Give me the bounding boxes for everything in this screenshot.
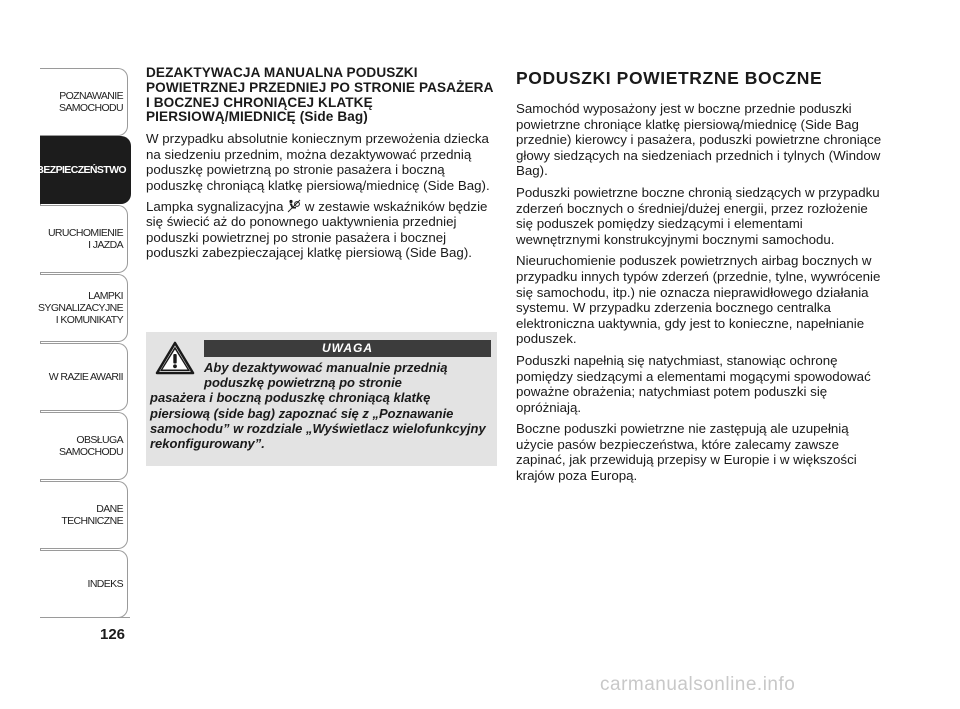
paragraph: Boczne poduszki powietrzne nie zastępują ale uzupełnią użycie pasów bezpieczeństwa, które zalecamy zawsze zapinać, jak przewidują przepisy w Europie i w większości krajów poza Europą. <box>516 421 857 484</box>
warning-box <box>146 332 497 466</box>
watermark: carmanualsonline.info <box>600 674 796 695</box>
paragraph: Poduszki napełnią się natychmiast, stanowiąc ochronę pomiędzy siedzącymi a elementami mogącymi spowodować poważne obrażenia; natychmiast potem poduszki się opróżniają. <box>516 352 871 415</box>
sidebar-item-obsluga[interactable]: OBSŁUGA SAMOCHODU <box>40 412 128 480</box>
paragraph-text: Lampka sygnalizacyjna <box>146 198 284 214</box>
left-column <box>146 66 496 266</box>
paragraph: Samochód wyposażony jest w boczne przednie poduszki powietrzne chroniące klatkę piersiową/miednicę (Side Bag przednie) kierowcy i pasażera, poduszki powietrzne chroniące głowy siedzących na siedzeniach przednich i tylnych (Window Bag). <box>516 101 882 179</box>
paragraph: W przypadku absolutnie koniecznym przewożenia dziecka na siedzeniu przednim, można dezaktywować przednią poduszkę powietrzną po stronie pasażera i boczną poduszkę chroniącą klatkę piersiową/miednicę (Side Bag). <box>146 131 490 193</box>
page-title: PODUSZKI POWIETRZNE BOCZNE <box>516 68 823 88</box>
warning-text-rest: pasażera i boczną poduszkę chroniącą klatkę piersiową (side bag) zapoznać się z „Poznawanie samochodu” w rozdziale „Wyświetlacz wielofunkcyjny rekonfigurowany”. <box>150 390 486 452</box>
airbag-off-icon <box>287 199 301 213</box>
warning-header: UWAGA <box>204 340 491 357</box>
sidebar-item-indeks[interactable]: INDEKS <box>40 550 128 618</box>
right-column <box>516 68 886 490</box>
sidebar-item-bezpieczenstwo[interactable]: BEZPIECZEŃSTWO <box>40 136 131 204</box>
sidebar-item-lampki[interactable]: LAMPKI SYGNALIZACYJNE I KOMUNIKATY <box>40 274 128 342</box>
warning-text-lead: Aby dezaktywować manualnie przednią poduszkę powietrzną po stronie <box>204 360 448 391</box>
page-number: 126 <box>100 626 126 643</box>
sidebar-item-poznawanie[interactable]: POZNAWANIE SAMOCHODU <box>40 68 128 136</box>
paragraph <box>146 199 496 261</box>
sidebar-item-awarii[interactable]: W RAZIE AWARII <box>40 343 128 411</box>
paragraph: Poduszki powietrzne boczne chronią siedzących w przypadku zderzeń bocznych o średniej/dużej energii, przez rozłożenie się poduszek pomiędzy siedzącymi i elementami wewnętrznymi konstrukcyjnymi bocznymi samochodu. <box>516 184 880 247</box>
warning-text <box>150 360 490 451</box>
sidebar-item-dane[interactable]: DANE TECHNICZNE <box>40 481 128 549</box>
paragraph: Nieuruchomienie poduszek powietrznych airbag bocznych w przypadku innych typów zderzeń (przednie, tylne, wywrócenie się samochodu, itp.) nie oznacza nieprawidłowego działania systemu. W przypadku zderzenia bocznego centralka elektroniczna uaktywnia, gdy jest to konieczne, napełnianie poduszek. <box>516 253 881 347</box>
sidebar-item-uruchomienie[interactable]: URUCHOMIENIE I JAZDA <box>40 205 128 273</box>
section-heading: DEZAKTYWACJA MANUALNA PODUSZKI POWIETRZNEJ PRZEDNIEJ PO STRONIE PASAŻERA I BOCZNEJ CHRONIĄCEJ KLATKĘ PIERSIOWĄ/MIEDNICĘ (Side Bag) <box>146 65 494 125</box>
paragraph-text: w zestawie wskaźników będzie się świecić aż do ponownego uaktywnienia przedniej poduszki powietrznej po stronie pasażera i bocznej poduszki zabezpieczającej klatkę piersiową (Side Bag). <box>146 198 488 261</box>
